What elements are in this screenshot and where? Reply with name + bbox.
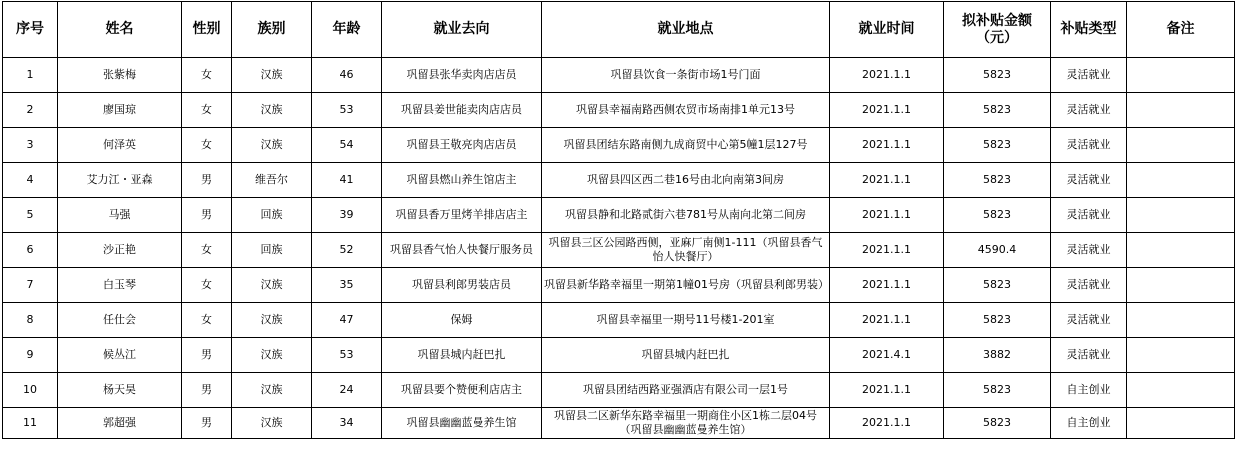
index-cell: 4 — [3, 163, 58, 198]
age-cell: 53 — [312, 93, 382, 128]
employment-subsidy-table — [2, 1, 1235, 439]
location-cell: 巩留县幸福里一期号11号楼1-201室 — [542, 303, 830, 338]
employer-cell: 巩留县张华卖肉店店员 — [382, 58, 542, 93]
date-cell: 2021.1.1 — [830, 303, 944, 338]
index-cell: 2 — [3, 93, 58, 128]
header-cell-date: 就业时间 — [830, 2, 944, 58]
gender-cell: 女 — [182, 303, 232, 338]
subsidy-type-cell: 灵活就业 — [1051, 233, 1127, 268]
age-cell: 46 — [312, 58, 382, 93]
date-cell: 2021.1.1 — [830, 58, 944, 93]
name-cell: 廖国琼 — [58, 93, 182, 128]
gender-cell: 女 — [182, 233, 232, 268]
location-cell: 巩留县团结西路亚强酒店有限公司一层1号 — [542, 373, 830, 408]
age-cell: 52 — [312, 233, 382, 268]
remarks-cell — [1127, 58, 1235, 93]
subsidy-type-cell: 灵活就业 — [1051, 93, 1127, 128]
subsidy-type-cell: 自主创业 — [1051, 373, 1127, 408]
index-cell: 7 — [3, 268, 58, 303]
header-cell-age: 年龄 — [312, 2, 382, 58]
ethnicity-cell: 汉族 — [232, 58, 312, 93]
gender-cell: 男 — [182, 163, 232, 198]
amount-cell: 4590.4 — [944, 233, 1051, 268]
amount-cell: 5823 — [944, 303, 1051, 338]
date-cell: 2021.1.1 — [830, 408, 944, 439]
index-cell: 9 — [3, 338, 58, 373]
date-cell: 2021.1.1 — [830, 198, 944, 233]
location-cell: 巩留县幸福南路西侧农贸市场南排1单元13号 — [542, 93, 830, 128]
age-cell: 35 — [312, 268, 382, 303]
name-cell: 任仕会 — [58, 303, 182, 338]
date-cell: 2021.1.1 — [830, 128, 944, 163]
index-cell: 11 — [3, 408, 58, 439]
remarks-cell — [1127, 268, 1235, 303]
name-cell: 艾力江・亚森 — [58, 163, 182, 198]
index-cell: 5 — [3, 198, 58, 233]
date-cell: 2021.1.1 — [830, 373, 944, 408]
amount-cell: 5823 — [944, 268, 1051, 303]
header-cell-remarks: 备注 — [1127, 2, 1235, 58]
header-row — [3, 2, 1235, 58]
date-cell: 2021.1.1 — [830, 93, 944, 128]
table-row — [3, 163, 1235, 198]
gender-cell: 女 — [182, 93, 232, 128]
remarks-cell — [1127, 93, 1235, 128]
remarks-cell — [1127, 163, 1235, 198]
ethnicity-cell: 汉族 — [232, 128, 312, 163]
table-row — [3, 408, 1235, 439]
location-cell: 巩留县静和北路贰街六巷781号从南向北第二间房 — [542, 198, 830, 233]
gender-cell: 女 — [182, 268, 232, 303]
employer-cell: 巩留县香气怡人快餐厅服务员 — [382, 233, 542, 268]
subsidy-type-cell: 自主创业 — [1051, 408, 1127, 439]
gender-cell: 女 — [182, 58, 232, 93]
age-cell: 34 — [312, 408, 382, 439]
employer-cell: 巩留县燃山养生馆店主 — [382, 163, 542, 198]
header-cell-amount: 拟补贴金额（元） — [944, 2, 1051, 58]
location-cell: 巩留县三区公园路西侧，亚麻厂南侧1-111（巩留县香气怡人快餐厅） — [542, 233, 830, 268]
index-cell: 8 — [3, 303, 58, 338]
remarks-cell — [1127, 233, 1235, 268]
gender-cell: 男 — [182, 338, 232, 373]
table-row — [3, 338, 1235, 373]
subsidy-type-cell: 灵活就业 — [1051, 338, 1127, 373]
employer-cell: 巩留县城内赶巴扎 — [382, 338, 542, 373]
index-cell: 10 — [3, 373, 58, 408]
location-cell: 巩留县新华路幸福里一期第1幢01号房（巩留县利郎男装） — [542, 268, 830, 303]
ethnicity-cell: 汉族 — [232, 338, 312, 373]
employer-cell: 巩留县香万里烤羊排店店主 — [382, 198, 542, 233]
ethnicity-cell: 汉族 — [232, 408, 312, 439]
table-row — [3, 373, 1235, 408]
remarks-cell — [1127, 198, 1235, 233]
remarks-cell — [1127, 303, 1235, 338]
name-cell: 何泽英 — [58, 128, 182, 163]
table-row — [3, 128, 1235, 163]
ethnicity-cell: 回族 — [232, 198, 312, 233]
subsidy-type-cell: 灵活就业 — [1051, 128, 1127, 163]
subsidy-type-cell: 灵活就业 — [1051, 198, 1127, 233]
table-row — [3, 268, 1235, 303]
name-cell: 郭超强 — [58, 408, 182, 439]
employer-cell: 巩留县要个赞便利店店主 — [382, 373, 542, 408]
header-cell-ethnicity: 族别 — [232, 2, 312, 58]
name-cell: 马强 — [58, 198, 182, 233]
table-row — [3, 58, 1235, 93]
index-cell: 6 — [3, 233, 58, 268]
age-cell: 39 — [312, 198, 382, 233]
age-cell: 54 — [312, 128, 382, 163]
amount-cell: 5823 — [944, 198, 1051, 233]
name-cell: 候丛江 — [58, 338, 182, 373]
amount-cell: 5823 — [944, 408, 1051, 439]
amount-cell: 5823 — [944, 58, 1051, 93]
location-cell: 巩留县二区新华东路幸福里一期商住小区1栋二层04号（巩留县幽幽蓝曼养生馆） — [542, 408, 830, 439]
employer-cell: 巩留县幽幽蓝曼养生馆 — [382, 408, 542, 439]
header-cell-location: 就业地点 — [542, 2, 830, 58]
index-cell: 3 — [3, 128, 58, 163]
name-cell: 杨天昊 — [58, 373, 182, 408]
subsidy-type-cell: 灵活就业 — [1051, 58, 1127, 93]
age-cell: 24 — [312, 373, 382, 408]
amount-cell: 5823 — [944, 128, 1051, 163]
date-cell: 2021.4.1 — [830, 338, 944, 373]
subsidy-type-cell: 灵活就业 — [1051, 268, 1127, 303]
name-cell: 张紫梅 — [58, 58, 182, 93]
employer-cell: 保姆 — [382, 303, 542, 338]
date-cell: 2021.1.1 — [830, 233, 944, 268]
ethnicity-cell: 汉族 — [232, 303, 312, 338]
ethnicity-cell: 汉族 — [232, 373, 312, 408]
header-cell-subsidy-type: 补贴类型 — [1051, 2, 1127, 58]
age-cell: 53 — [312, 338, 382, 373]
location-cell: 巩留县团结东路南侧九成商贸中心第5幢1层127号 — [542, 128, 830, 163]
name-cell: 沙正艳 — [58, 233, 182, 268]
date-cell: 2021.1.1 — [830, 163, 944, 198]
remarks-cell — [1127, 373, 1235, 408]
subsidy-type-cell: 灵活就业 — [1051, 303, 1127, 338]
amount-cell: 5823 — [944, 373, 1051, 408]
gender-cell: 男 — [182, 408, 232, 439]
name-cell: 白玉琴 — [58, 268, 182, 303]
header-cell-name: 姓名 — [58, 2, 182, 58]
table-row — [3, 303, 1235, 338]
table-row — [3, 93, 1235, 128]
location-cell: 巩留县饮食一条街市场1号门面 — [542, 58, 830, 93]
amount-cell: 5823 — [944, 163, 1051, 198]
gender-cell: 男 — [182, 373, 232, 408]
ethnicity-cell: 汉族 — [232, 93, 312, 128]
amount-cell: 5823 — [944, 93, 1051, 128]
gender-cell: 男 — [182, 198, 232, 233]
gender-cell: 女 — [182, 128, 232, 163]
ethnicity-cell: 维吾尔 — [232, 163, 312, 198]
subsidy-type-cell: 灵活就业 — [1051, 163, 1127, 198]
header-cell-gender: 性别 — [182, 2, 232, 58]
employer-cell: 巩留县利郎男装店员 — [382, 268, 542, 303]
location-cell: 巩留县四区西二巷16号由北向南第3间房 — [542, 163, 830, 198]
location-cell: 巩留县城内赶巴扎 — [542, 338, 830, 373]
remarks-cell — [1127, 128, 1235, 163]
table-row — [3, 233, 1235, 268]
index-cell: 1 — [3, 58, 58, 93]
remarks-cell — [1127, 338, 1235, 373]
ethnicity-cell: 回族 — [232, 233, 312, 268]
employer-cell: 巩留县姜世能卖肉店店员 — [382, 93, 542, 128]
table-row — [3, 198, 1235, 233]
remarks-cell — [1127, 408, 1235, 439]
date-cell: 2021.1.1 — [830, 268, 944, 303]
ethnicity-cell: 汉族 — [232, 268, 312, 303]
amount-cell: 3882 — [944, 338, 1051, 373]
age-cell: 41 — [312, 163, 382, 198]
header-cell-index: 序号 — [3, 2, 58, 58]
employer-cell: 巩留县王敬亮肉店店员 — [382, 128, 542, 163]
age-cell: 47 — [312, 303, 382, 338]
header-cell-employer: 就业去向 — [382, 2, 542, 58]
